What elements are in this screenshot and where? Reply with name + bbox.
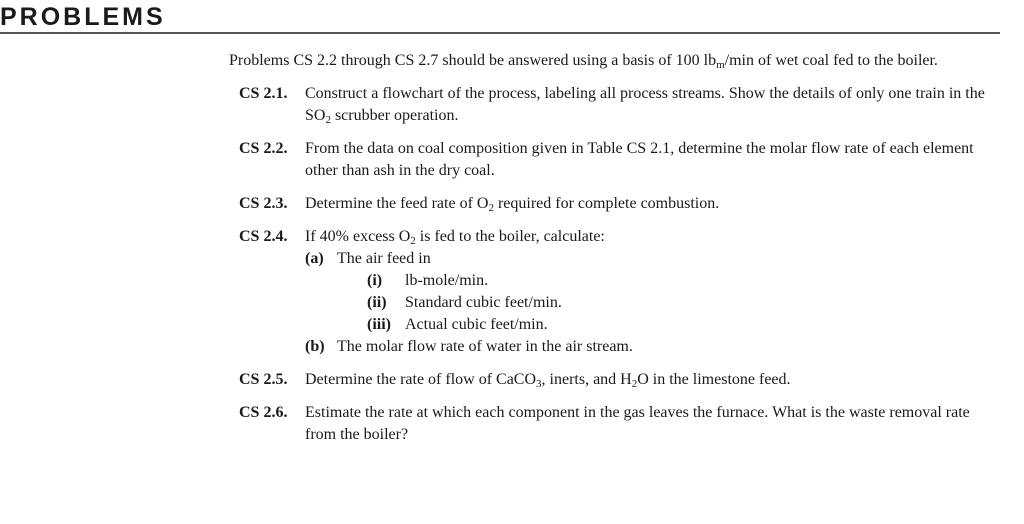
problem-cs-2-5 xyxy=(229,369,1001,391)
part-text: The molar flow rate of water in the air stream. xyxy=(337,338,633,355)
intro-paragraph xyxy=(229,50,1001,72)
problem-subscript: 2 xyxy=(410,235,416,247)
problem-number: CS 2.5. xyxy=(239,371,288,388)
part-label: (b) xyxy=(305,338,325,355)
problem-number: CS 2.1. xyxy=(239,85,288,102)
heading-rule xyxy=(0,32,1000,34)
subpart-label: (ii) xyxy=(367,294,387,311)
problem-text-part: O in the limestone feed. xyxy=(637,371,791,388)
problem-text: From the data on coal composition given in Table CS 2.1, determine the molar flow rate of each element other than ash in the dry coal. xyxy=(305,140,974,179)
subpart-label: (i) xyxy=(367,272,383,289)
subpart-ii xyxy=(367,292,1001,314)
intro-text-2: /min of wet coal fed to the boiler. xyxy=(724,52,938,69)
intro-text-1: Problems CS 2.2 through CS 2.7 should be answered using a basis of 100 lb xyxy=(229,52,717,69)
problem-text-part: , inerts, and H xyxy=(541,371,632,388)
subpart-i xyxy=(367,270,1001,292)
subpart-list xyxy=(337,270,1001,336)
problem-cs-2-2 xyxy=(229,138,1001,182)
problem-text xyxy=(305,226,1001,248)
problem-cs-2-4 xyxy=(229,226,1001,358)
problem-text-part: Determine the feed rate of O xyxy=(305,195,489,212)
problem-cs-2-1 xyxy=(229,83,1001,127)
problem-subscript: 3 xyxy=(536,378,542,390)
part-label: (a) xyxy=(305,250,324,267)
subpart-text: Standard cubic feet/min. xyxy=(405,294,562,311)
problem-part-b xyxy=(305,336,1001,358)
subpart-text: Actual cubic feet/min. xyxy=(405,316,548,333)
problem-number: CS 2.3. xyxy=(239,195,288,212)
problem-text: Estimate the rate at which each component in the gas leaves the furnace. What is the waste removal rate from the boiler? xyxy=(305,404,970,443)
problem-text xyxy=(305,193,1001,215)
problem-number: CS 2.6. xyxy=(239,404,288,421)
problem-text-part: If 40% excess O xyxy=(305,228,411,245)
problem-text xyxy=(305,83,1001,127)
intro-subscript: m xyxy=(716,59,725,71)
problems-content xyxy=(229,50,1001,457)
problem-number: CS 2.4. xyxy=(239,228,288,245)
problem-text-part: Construct a flowchart of the process, labeling all process streams. Show the details of only one train in the SO xyxy=(305,85,985,124)
problem-text-part: Determine the rate of flow of CaCO xyxy=(305,371,537,388)
subpart-label: (iii) xyxy=(367,316,391,333)
part-text: The air feed in xyxy=(337,250,431,267)
problem-part-a xyxy=(305,248,1001,336)
problem-text xyxy=(305,369,1001,391)
problem-text-part: is fed to the boiler, calculate: xyxy=(415,228,605,245)
problem-subscript: 2 xyxy=(631,378,638,390)
problem-subscript: 2 xyxy=(325,114,331,126)
problem-text-part: scrubber operation. xyxy=(330,107,459,124)
problem-text-part: required for complete combustion. xyxy=(493,195,720,212)
section-heading: PROBLEMS xyxy=(0,3,166,31)
problem-number: CS 2.2. xyxy=(239,140,288,157)
problem-cs-2-3 xyxy=(229,193,1001,215)
subpart-iii xyxy=(367,314,1001,336)
problem-cs-2-6 xyxy=(229,402,1001,446)
problem-subscript: 2 xyxy=(488,202,494,214)
subpart-text: lb-mole/min. xyxy=(405,272,489,289)
